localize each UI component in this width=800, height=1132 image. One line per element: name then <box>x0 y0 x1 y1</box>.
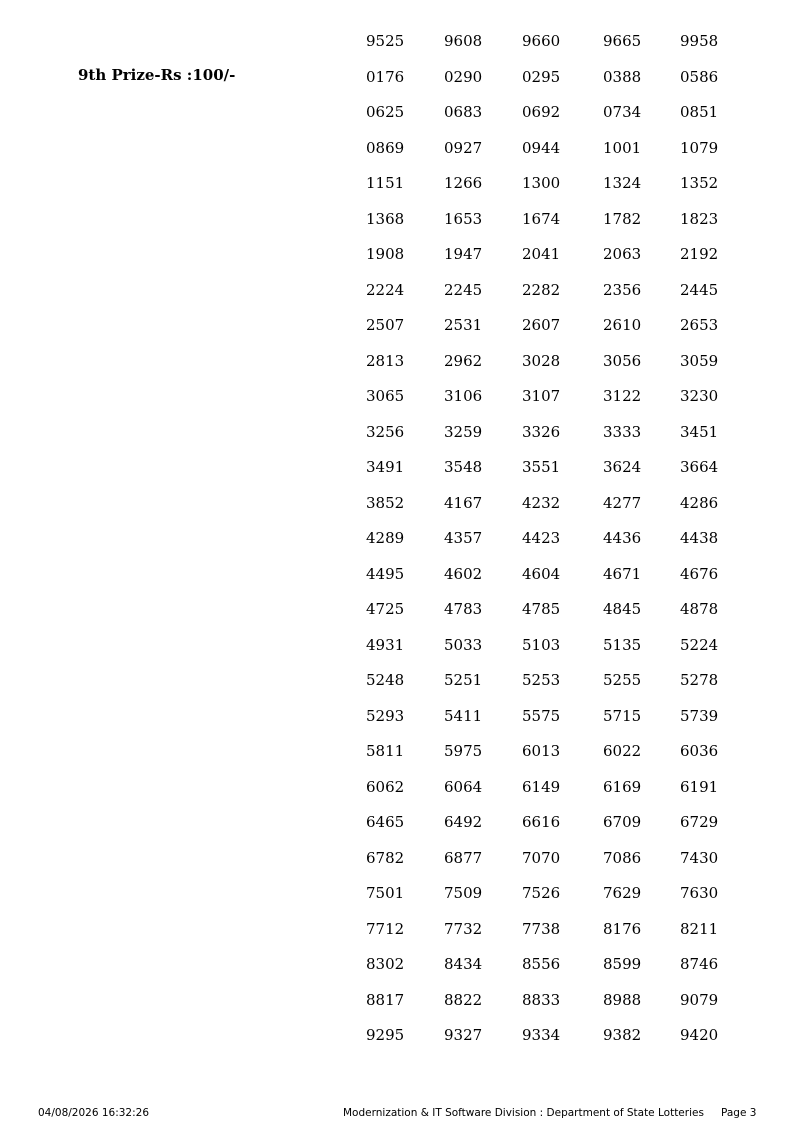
winning-number: 9420 <box>680 1026 719 1044</box>
winning-number: 3230 <box>680 387 719 405</box>
winning-number: 3491 <box>366 458 405 476</box>
winning-number: 4436 <box>603 529 642 547</box>
winning-number: 2224 <box>366 280 405 299</box>
winning-number: 1653 <box>444 209 483 228</box>
winning-number: 9525 <box>366 32 405 50</box>
number-row <box>0 137 800 173</box>
winning-number: 8746 <box>680 955 719 973</box>
winning-number: 8302 <box>366 955 405 973</box>
winning-number: 4676 <box>680 564 719 583</box>
number-row <box>0 989 800 1025</box>
winning-number: 1782 <box>603 209 642 228</box>
winning-number: 8176 <box>603 919 642 938</box>
winning-number: 3451 <box>680 422 719 441</box>
winning-number: 0295 <box>522 67 561 86</box>
winning-number: 7501 <box>366 884 405 902</box>
winning-number: 2653 <box>680 316 719 334</box>
winning-number: 1947 <box>444 245 483 263</box>
winning-number: 4232 <box>522 493 561 512</box>
winning-number: 6782 <box>366 848 405 867</box>
winning-number: 7732 <box>444 919 483 938</box>
winning-number: 8599 <box>603 955 642 973</box>
winning-numbers-grid <box>0 30 800 1060</box>
number-row <box>0 918 800 954</box>
number-row <box>0 740 800 776</box>
winning-number: 5293 <box>366 706 405 725</box>
winning-number: 0683 <box>444 103 483 121</box>
winning-number: 3106 <box>444 387 483 405</box>
winning-number: 0625 <box>366 103 405 121</box>
winning-number: 1352 <box>680 174 719 192</box>
winning-number: 8211 <box>680 919 719 938</box>
winning-number: 7712 <box>366 919 405 938</box>
winning-number: 6191 <box>680 777 719 796</box>
number-row <box>0 882 800 918</box>
winning-number: 0851 <box>680 103 719 121</box>
winning-number: 4785 <box>522 600 561 618</box>
winning-number: 1324 <box>603 174 642 192</box>
winning-number: 9660 <box>522 32 561 50</box>
number-row <box>0 350 800 386</box>
winning-number: 5224 <box>680 635 719 654</box>
number-row <box>0 208 800 244</box>
winning-number: 5033 <box>444 635 483 654</box>
winning-number: 2507 <box>366 316 405 334</box>
winning-number: 9382 <box>603 1026 642 1044</box>
number-row <box>0 456 800 492</box>
winning-number: 3548 <box>444 458 483 476</box>
winning-number: 3065 <box>366 387 405 405</box>
winning-number: 0290 <box>444 67 483 86</box>
winning-number: 3852 <box>366 493 405 512</box>
winning-number: 3259 <box>444 422 483 441</box>
winning-number: 9958 <box>680 32 719 50</box>
winning-number: 2813 <box>366 351 405 370</box>
winning-number: 5975 <box>444 742 483 760</box>
winning-number: 5811 <box>366 742 405 760</box>
winning-number: 9079 <box>680 990 719 1009</box>
winning-number: 3056 <box>603 351 642 370</box>
number-row <box>0 669 800 705</box>
winning-number: 5715 <box>603 706 642 725</box>
winning-number: 3624 <box>603 458 642 476</box>
number-row <box>0 66 800 102</box>
winning-number: 1674 <box>522 209 561 228</box>
winning-number: 2282 <box>522 280 561 299</box>
winning-number: 6492 <box>444 813 483 831</box>
number-row <box>0 314 800 350</box>
winning-number: 4602 <box>444 564 483 583</box>
winning-number: 4438 <box>680 529 719 547</box>
number-row <box>0 101 800 137</box>
winning-number: 2445 <box>680 280 719 299</box>
winning-number: 1266 <box>444 174 483 192</box>
winning-number: 1151 <box>366 174 405 192</box>
winning-number: 1079 <box>680 138 719 157</box>
winning-number: 5255 <box>603 671 642 689</box>
number-row <box>0 811 800 847</box>
winning-number: 8817 <box>366 990 405 1009</box>
footer-division-text: Modernization & IT Software Division : Department of State Lotteries <box>343 1107 704 1119</box>
winning-number: 1368 <box>366 209 405 228</box>
winning-number: 4167 <box>444 493 483 512</box>
winning-number: 7738 <box>522 919 561 938</box>
winning-number: 8434 <box>444 955 483 973</box>
winning-number: 3028 <box>522 351 561 370</box>
winning-number: 8833 <box>522 990 561 1009</box>
winning-number: 5135 <box>603 635 642 654</box>
winning-number: 6013 <box>522 742 561 760</box>
number-row <box>0 527 800 563</box>
winning-number: 9327 <box>444 1026 483 1044</box>
winning-number: 4286 <box>680 493 719 512</box>
winning-number: 0176 <box>366 67 405 86</box>
winning-number: 7430 <box>680 848 719 867</box>
number-row <box>0 776 800 812</box>
winning-number: 0692 <box>522 103 561 121</box>
number-row <box>0 953 800 989</box>
winning-number: 7629 <box>603 884 642 902</box>
winning-number: 9665 <box>603 32 642 50</box>
winning-number: 0927 <box>444 138 483 157</box>
winning-number: 6877 <box>444 848 483 867</box>
winning-number: 8822 <box>444 990 483 1009</box>
winning-number: 5103 <box>522 635 561 654</box>
winning-number: 4783 <box>444 600 483 618</box>
winning-number: 4878 <box>680 600 719 618</box>
winning-number: 5253 <box>522 671 561 689</box>
winning-number: 3059 <box>680 351 719 370</box>
number-row <box>0 421 800 457</box>
winning-number: 0586 <box>680 67 719 86</box>
winning-number: 9608 <box>444 32 483 50</box>
prize-label: 9th Prize-Rs :100/- <box>78 66 236 84</box>
winning-number: 5411 <box>444 706 483 725</box>
winning-number: 4931 <box>366 635 405 654</box>
winning-number: 3551 <box>522 458 561 476</box>
number-row <box>0 492 800 528</box>
winning-number: 5248 <box>366 671 405 689</box>
winning-number: 6465 <box>366 813 405 831</box>
winning-number: 1908 <box>366 245 405 263</box>
winning-number: 2245 <box>444 280 483 299</box>
winning-number: 4357 <box>444 529 483 547</box>
winning-number: 6149 <box>522 777 561 796</box>
winning-number: 7070 <box>522 848 561 867</box>
winning-number: 2531 <box>444 316 483 334</box>
winning-number: 3107 <box>522 387 561 405</box>
winning-number: 7086 <box>603 848 642 867</box>
winning-number: 6729 <box>680 813 719 831</box>
winning-number: 8988 <box>603 990 642 1009</box>
winning-number: 5251 <box>444 671 483 689</box>
number-row <box>0 279 800 315</box>
winning-number: 5739 <box>680 706 719 725</box>
number-row <box>0 30 800 66</box>
number-row <box>0 705 800 741</box>
winning-number: 5575 <box>522 706 561 725</box>
winning-number: 6062 <box>366 777 405 796</box>
winning-number: 2610 <box>603 316 642 334</box>
number-row <box>0 385 800 421</box>
winning-number: 2356 <box>603 280 642 299</box>
winning-number: 0734 <box>603 103 642 121</box>
winning-number: 3664 <box>680 458 719 476</box>
number-row <box>0 172 800 208</box>
number-row <box>0 243 800 279</box>
winning-number: 4725 <box>366 600 405 618</box>
winning-number: 3326 <box>522 422 561 441</box>
winning-number: 6036 <box>680 742 719 760</box>
winning-number: 0869 <box>366 138 405 157</box>
winning-number: 6064 <box>444 777 483 796</box>
winning-number: 3333 <box>603 422 642 441</box>
winning-number: 4604 <box>522 564 561 583</box>
winning-number: 0944 <box>522 138 561 157</box>
number-row <box>0 847 800 883</box>
winning-number: 1001 <box>603 138 642 157</box>
winning-number: 2192 <box>680 245 719 263</box>
number-row <box>0 1024 800 1060</box>
winning-number: 8556 <box>522 955 561 973</box>
number-row <box>0 598 800 634</box>
winning-number: 4845 <box>603 600 642 618</box>
winning-number: 4495 <box>366 564 405 583</box>
winning-number: 4671 <box>603 564 642 583</box>
winning-number: 1300 <box>522 174 561 192</box>
winning-number: 6616 <box>522 813 561 831</box>
winning-number: 0388 <box>603 67 642 86</box>
winning-number: 2063 <box>603 245 642 263</box>
winning-number: 7630 <box>680 884 719 902</box>
winning-number: 4289 <box>366 529 405 547</box>
number-row <box>0 563 800 599</box>
winning-number: 6169 <box>603 777 642 796</box>
footer-page-number: Page 3 <box>721 1107 757 1119</box>
winning-number: 6022 <box>603 742 642 760</box>
winning-number: 2962 <box>444 351 483 370</box>
winning-number: 7526 <box>522 884 561 902</box>
winning-number: 3256 <box>366 422 405 441</box>
number-row <box>0 634 800 670</box>
winning-number: 3122 <box>603 387 642 405</box>
winning-number: 9334 <box>522 1026 561 1044</box>
footer-timestamp: 04/08/2026 16:32:26 <box>38 1107 150 1119</box>
winning-number: 5278 <box>680 671 719 689</box>
winning-number: 6709 <box>603 813 642 831</box>
winning-number: 9295 <box>366 1026 405 1044</box>
winning-number: 4277 <box>603 493 642 512</box>
page-footer <box>0 1104 800 1122</box>
winning-number: 1823 <box>680 209 719 228</box>
winning-number: 2607 <box>522 316 561 334</box>
winning-number: 4423 <box>522 529 561 547</box>
winning-number: 2041 <box>522 245 561 263</box>
winning-number: 7509 <box>444 884 483 902</box>
